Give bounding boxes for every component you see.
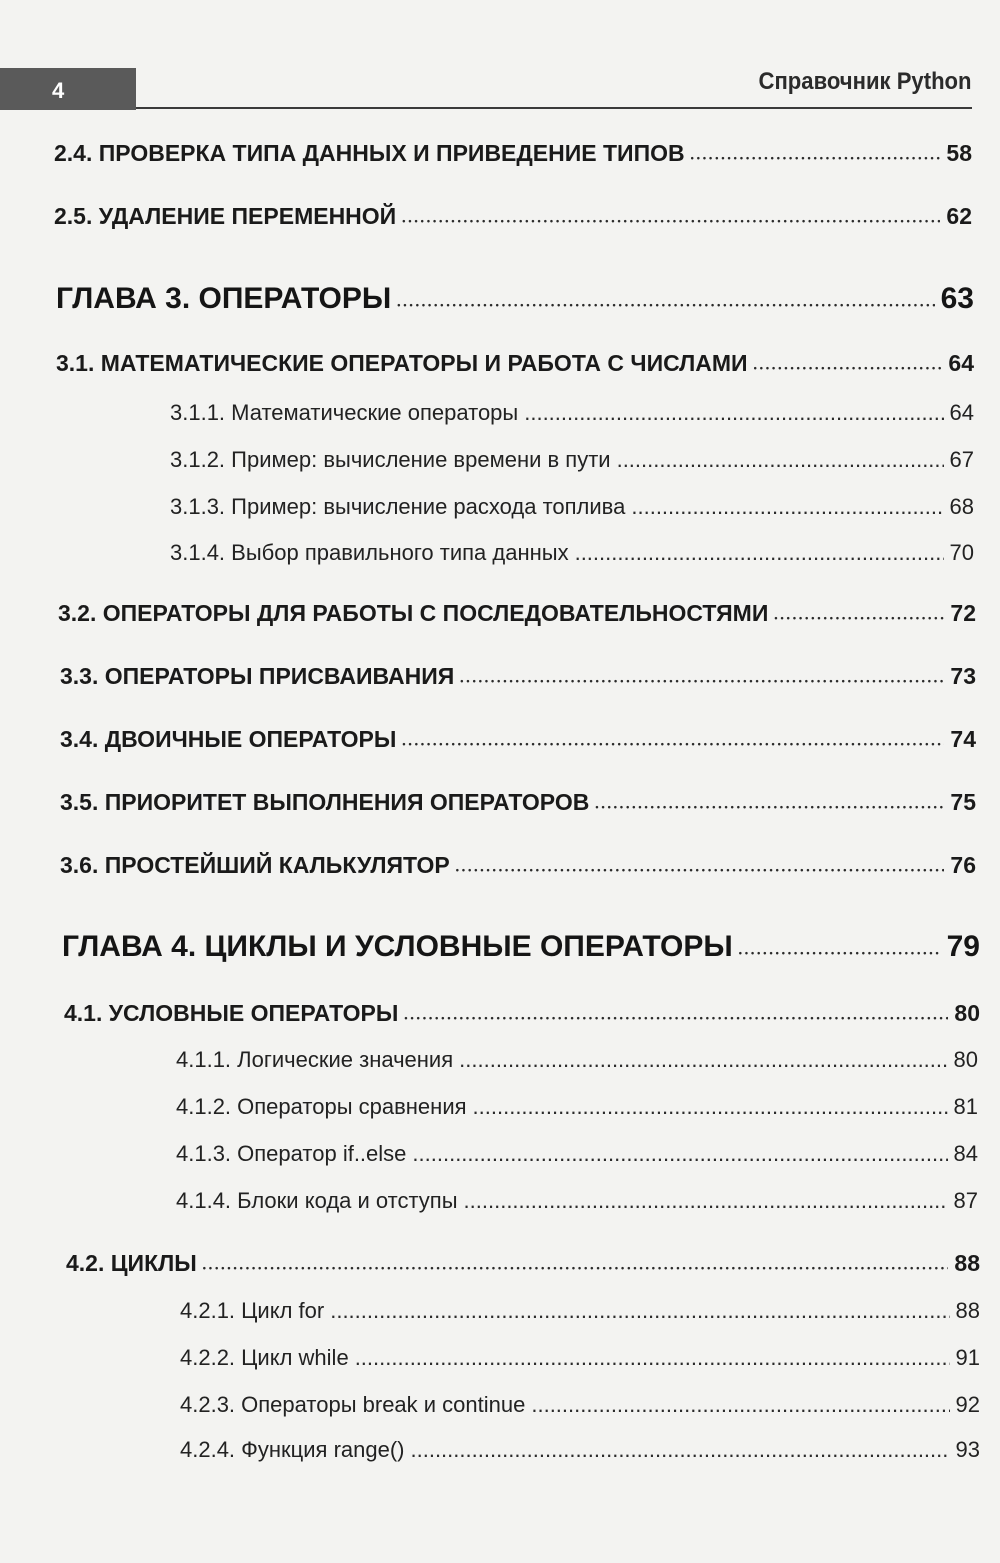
toc-entry-page-number: 76: [950, 852, 976, 878]
toc-entry-section: [64, 1000, 980, 1027]
toc-entry-page-number: 87: [953, 1188, 978, 1213]
toc-entry-sub: [180, 1392, 980, 1418]
toc-leader-dots: [203, 1250, 949, 1277]
toc-leader-dots: [464, 1188, 948, 1214]
toc-entry-sub: [176, 1047, 978, 1073]
toc-entry-page-number: 91: [955, 1345, 980, 1370]
toc-entry-title: ГЛАВА 4. ЦИКЛЫ И УСЛОВНЫЕ ОПЕРАТОРЫ: [62, 930, 733, 963]
toc-entry-page-number: 68: [949, 494, 974, 519]
toc-entry-section: [60, 852, 976, 879]
page-number: 4: [52, 78, 65, 103]
toc-entry-sub: [176, 1094, 978, 1120]
toc-entry-sub: [170, 494, 974, 520]
toc-leader-dots: [404, 1000, 948, 1027]
toc-leader-dots: [411, 1437, 950, 1463]
toc-entry-section: [60, 789, 976, 816]
toc-entry-page-number: 88: [954, 1250, 980, 1276]
toc-entry-title: 3.5. ПРИОРИТЕТ ВЫПОЛНЕНИЯ ОПЕРАТОРОВ: [60, 789, 590, 815]
toc-entry-section: [66, 1250, 980, 1277]
toc-entry-section: [56, 350, 974, 377]
toc-entry-section: [60, 726, 976, 753]
running-header-title: Справочник Python: [758, 68, 972, 95]
toc-leader-dots: [739, 930, 941, 964]
toc-leader-dots: [524, 400, 943, 426]
toc-entry-section: [58, 600, 976, 627]
toc-leader-dots: [355, 1345, 950, 1371]
toc-entry-page-number: 64: [948, 350, 974, 376]
toc-entry-page-number: 62: [946, 203, 972, 229]
toc-entry-sub: [176, 1188, 978, 1214]
toc-entry-sub: [170, 447, 974, 473]
toc-entry-page-number: 80: [954, 1000, 980, 1026]
toc-entry-page-number: 74: [950, 726, 976, 752]
toc-leader-dots: [402, 203, 940, 230]
toc-entry-title: 3.3. ОПЕРАТОРЫ ПРИСВАИВАНИЯ: [60, 663, 455, 689]
toc-entry-title: 4.2.1. Цикл for: [180, 1298, 325, 1323]
toc-entry-page-number: 64: [949, 400, 974, 425]
toc-leader-dots: [473, 1094, 948, 1120]
toc-entry-title: 4.2.4. Функция range(): [180, 1437, 405, 1462]
toc-entry-page-number: 75: [950, 789, 976, 815]
toc-entry-title: 4.2.3. Операторы break и continue: [180, 1392, 526, 1417]
toc-entry-title: 4.1. УСЛОВНЫЕ ОПЕРАТОРЫ: [64, 1000, 399, 1026]
toc-leader-dots: [412, 1141, 947, 1167]
toc-entry-page-number: 81: [953, 1094, 978, 1119]
toc-entry-page-number: 70: [949, 540, 974, 565]
toc-entry-title: 4.1.4. Блоки кода и отступы: [176, 1188, 458, 1213]
toc-entry-chapter: [56, 282, 974, 316]
toc-entry-page-number: 67: [949, 447, 974, 472]
toc-entry-section: [60, 663, 976, 690]
toc-entry-title: 3.1.4. Выбор правильного типа данных: [170, 540, 569, 565]
toc-entry-section: [54, 203, 972, 230]
toc-entry-title: 3.2. ОПЕРАТОРЫ ДЛЯ РАБОТЫ С ПОСЛЕДОВАТЕЛЬНОСТЯМИ: [58, 600, 769, 626]
toc-entry-page-number: 80: [953, 1047, 978, 1072]
toc-leader-dots: [691, 140, 941, 167]
toc-entry-page-number: 88: [955, 1298, 980, 1323]
toc-entry-title: 3.1. МАТЕМАТИЧЕСКИЕ ОПЕРАТОРЫ И РАБОТА С ЧИСЛАМИ: [56, 350, 748, 376]
toc-entry-section: [54, 140, 972, 167]
toc-entry-page-number: 58: [946, 140, 972, 166]
toc-leader-dots: [575, 540, 944, 566]
toc-entry-sub: [180, 1345, 980, 1371]
toc-entry-title: 4.2. ЦИКЛЫ: [66, 1250, 197, 1276]
toc-entry-sub: [170, 540, 974, 566]
toc-entry-page-number: 63: [940, 282, 974, 315]
toc-entry-title: 2.5. УДАЛЕНИЕ ПЕРЕМЕННОЙ: [54, 203, 397, 229]
toc-leader-dots: [330, 1298, 949, 1324]
toc-entry-title: 4.1.2. Операторы сравнения: [176, 1094, 467, 1119]
toc-entry-title: 4.1.1. Логические значения: [176, 1047, 454, 1072]
toc-entry-title: 3.1.2. Пример: вычисление времени в пути: [170, 447, 611, 472]
toc-entry-sub: [170, 400, 974, 426]
toc-entry-title: 3.1.1. Математические операторы: [170, 400, 519, 425]
toc-entry-sub: [176, 1141, 978, 1167]
toc-entry-title: 2.4. ПРОВЕРКА ТИПА ДАННЫХ И ПРИВЕДЕНИЕ ТИПОВ: [54, 140, 685, 166]
toc-leader-dots: [531, 1392, 949, 1418]
header-page-tab: [0, 68, 136, 110]
toc-leader-dots: [460, 663, 944, 690]
toc-entry-title: 4.1.3. Оператор if..else: [176, 1141, 407, 1166]
toc-leader-dots: [459, 1047, 947, 1073]
toc-entry-page-number: 72: [950, 600, 976, 626]
toc-entry-chapter: [62, 930, 980, 964]
toc-entry-page-number: 93: [955, 1437, 980, 1462]
toc-leader-dots: [754, 350, 943, 377]
toc-leader-dots: [774, 600, 944, 627]
toc-leader-dots: [631, 494, 943, 520]
toc-leader-dots: [456, 852, 945, 879]
toc-entry-title: 3.6. ПРОСТЕЙШИЙ КАЛЬКУЛЯТОР: [60, 852, 450, 878]
header-rule: [136, 107, 972, 109]
toc-leader-dots: [595, 789, 944, 816]
toc-entry-title: ГЛАВА 3. ОПЕРАТОРЫ: [56, 282, 392, 315]
toc-entry-page-number: 79: [946, 930, 980, 963]
toc-leader-dots: [397, 282, 934, 316]
toc-entry-sub: [180, 1298, 980, 1324]
toc-entry-page-number: 73: [950, 663, 976, 689]
toc-entry-page-number: 92: [955, 1392, 980, 1417]
toc-leader-dots: [402, 726, 944, 753]
toc-entry-title: 4.2.2. Цикл while: [180, 1345, 349, 1370]
toc-entry-sub: [180, 1437, 980, 1463]
toc-entry-title: 3.1.3. Пример: вычисление расхода топлива: [170, 494, 626, 519]
toc-entry-title: 3.4. ДВОИЧНЫЕ ОПЕРАТОРЫ: [60, 726, 397, 752]
toc-entry-page-number: 84: [953, 1141, 978, 1166]
toc-leader-dots: [617, 447, 944, 473]
